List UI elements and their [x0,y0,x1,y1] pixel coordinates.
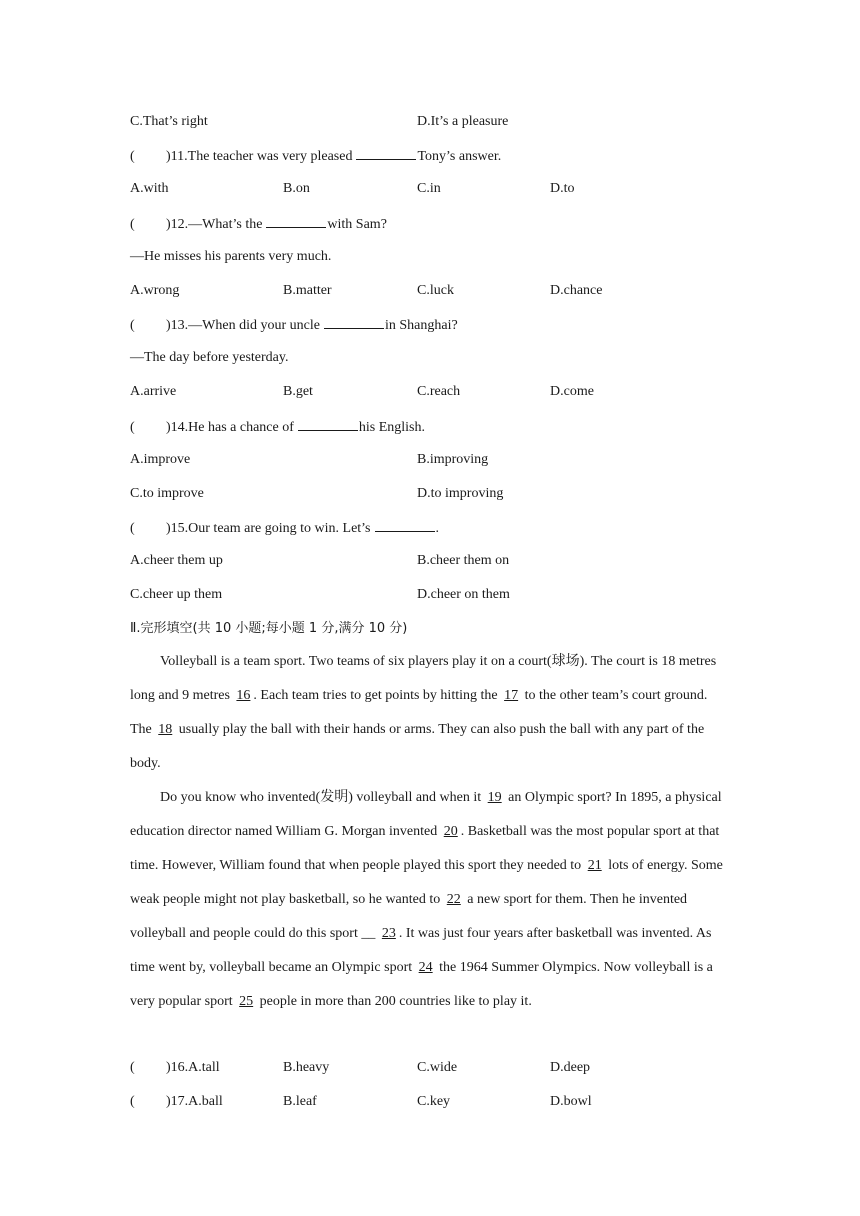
q15-option-c: C.cheer up them [130,587,223,602]
q15-text: )15.Our team are going to win. Let’s [166,521,371,536]
cloze-blank-23[interactable]: 23 [381,926,396,941]
q14-option-c: C.to improve [130,486,204,501]
cloze-blank-21[interactable]: 21 [587,858,602,873]
q12-option-c: C.luck [417,283,454,298]
cloze-blank-20[interactable]: 20 [443,824,458,839]
q12-option-d: D.chance [550,283,603,298]
q16-option-c: C.wide [417,1060,458,1075]
cloze-blank-24[interactable]: 24 [418,960,433,975]
q12-stem [130,213,387,233]
answer-paren[interactable]: ( [130,1060,135,1075]
q15-option-a: A.cheer them up [130,553,223,568]
q10-option-c: C.That’s right [130,114,208,129]
q11-option-a: A.with [130,181,169,196]
answer-paren[interactable]: ( [130,217,135,232]
answer-blank [324,314,384,329]
cloze-blank-18[interactable]: 18 [158,722,173,737]
q14-option-a: A.improve [130,452,191,467]
q13-option-d: D.come [550,384,594,399]
q15-stem [130,517,439,537]
q17-option-c: C.key [417,1094,451,1109]
q13-text-after: in Shanghai? [384,318,458,333]
cloze-passage [130,645,730,1019]
q11-text-after: Tony’s answer. [417,149,502,164]
q15-option-d: D.cheer on them [417,587,510,602]
q13-option-c: C.reach [417,384,461,399]
cloze-blank-22[interactable]: 22 [446,892,461,907]
section-2-title: Ⅱ.完形填空(共 10 小题;每小题 1 分,满分 10 分) [130,621,408,636]
q15-option-b: B.cheer them on [417,553,510,568]
answer-paren[interactable]: ( [130,149,135,164]
answer-paren[interactable]: ( [130,521,135,536]
answer-blank [266,213,326,228]
answer-paren[interactable]: ( [130,318,135,333]
passage-paragraph-2: Do you know who invented(发明) volleyball and when it 19 an Olympic sport? In 1895, a physical education director named William G. Morgan invented 20 . Basketball was the most popular sport at that time. However, William found that when people played this sport they needed to 21 lots of energy. Some weak people might not play basketball, so he wanted to 22 a new sport for them. Then he invented volleyball and people could do this sport __ 23 . It was just four years after basketball was invented. As time went by, volleyball became an Olympic sport 24 the 1964 Summer Olympics. Now volleyball is a very popular sport 25 people in more than 200 countries like to play it. [130,790,723,1009]
q11-text: )11.The teacher was very pleased [166,149,353,164]
q11-option-b: B.on [283,181,310,196]
q16-option-b: B.heavy [283,1060,330,1075]
q12-text-after: with Sam? [327,217,387,232]
q10-option-d: D.It’s a pleasure [417,114,509,129]
q11-stem [130,145,501,165]
cloze-blank-25[interactable]: 25 [239,994,254,1009]
passage-paragraph-1: Volleyball is a team sport. Two teams of six players play it on a court(球场). The court is 18 metres long and 9 metres 16 . Each team tries to get points by hitting the 17 to the other team’s court ground. The 18 usually play the ball with their hands or arms. They can also push the ball with any part of the body. [130,654,717,771]
answer-blank [375,517,435,532]
q16-stem: ( )16.A.tall [130,1058,220,1078]
q12-text: )12.—What’s the [166,217,263,232]
cloze-blank-19[interactable]: 19 [487,790,502,805]
q13-stem [130,314,458,334]
q14-text-after: his English. [358,420,426,435]
answer-blank [298,416,358,431]
q11-option-c: C.in [417,181,441,196]
q14-text: )14.He has a chance of [166,420,294,435]
q14-option-b: B.improving [417,452,489,467]
q11-option-d: D.to [550,181,575,196]
q14-stem [130,416,425,436]
q16-option-d: D.deep [550,1060,591,1075]
cloze-blank-17[interactable]: 17 [504,688,519,703]
q12-option-b: B.matter [283,283,332,298]
q17-option-d: D.bowl [550,1094,592,1109]
q15-text-after: . [435,521,440,536]
q13-text: )13.—When did your uncle [166,318,320,333]
q17-stem: ( )17.A.ball [130,1092,223,1112]
cloze-blank-16[interactable]: 16 [236,688,251,703]
q13-option-b: B.get [283,384,313,399]
answer-paren[interactable]: ( [130,420,135,435]
q14-option-d: D.to improving [417,486,504,501]
answer-paren[interactable]: ( [130,1094,135,1109]
answer-blank [356,145,416,160]
q12-reply: —He misses his parents very much. [130,249,332,264]
q13-option-a: A.arrive [130,384,177,399]
q17-option-b: B.leaf [283,1094,317,1109]
q13-reply: —The day before yesterday. [130,350,289,365]
q12-option-a: A.wrong [130,283,180,298]
